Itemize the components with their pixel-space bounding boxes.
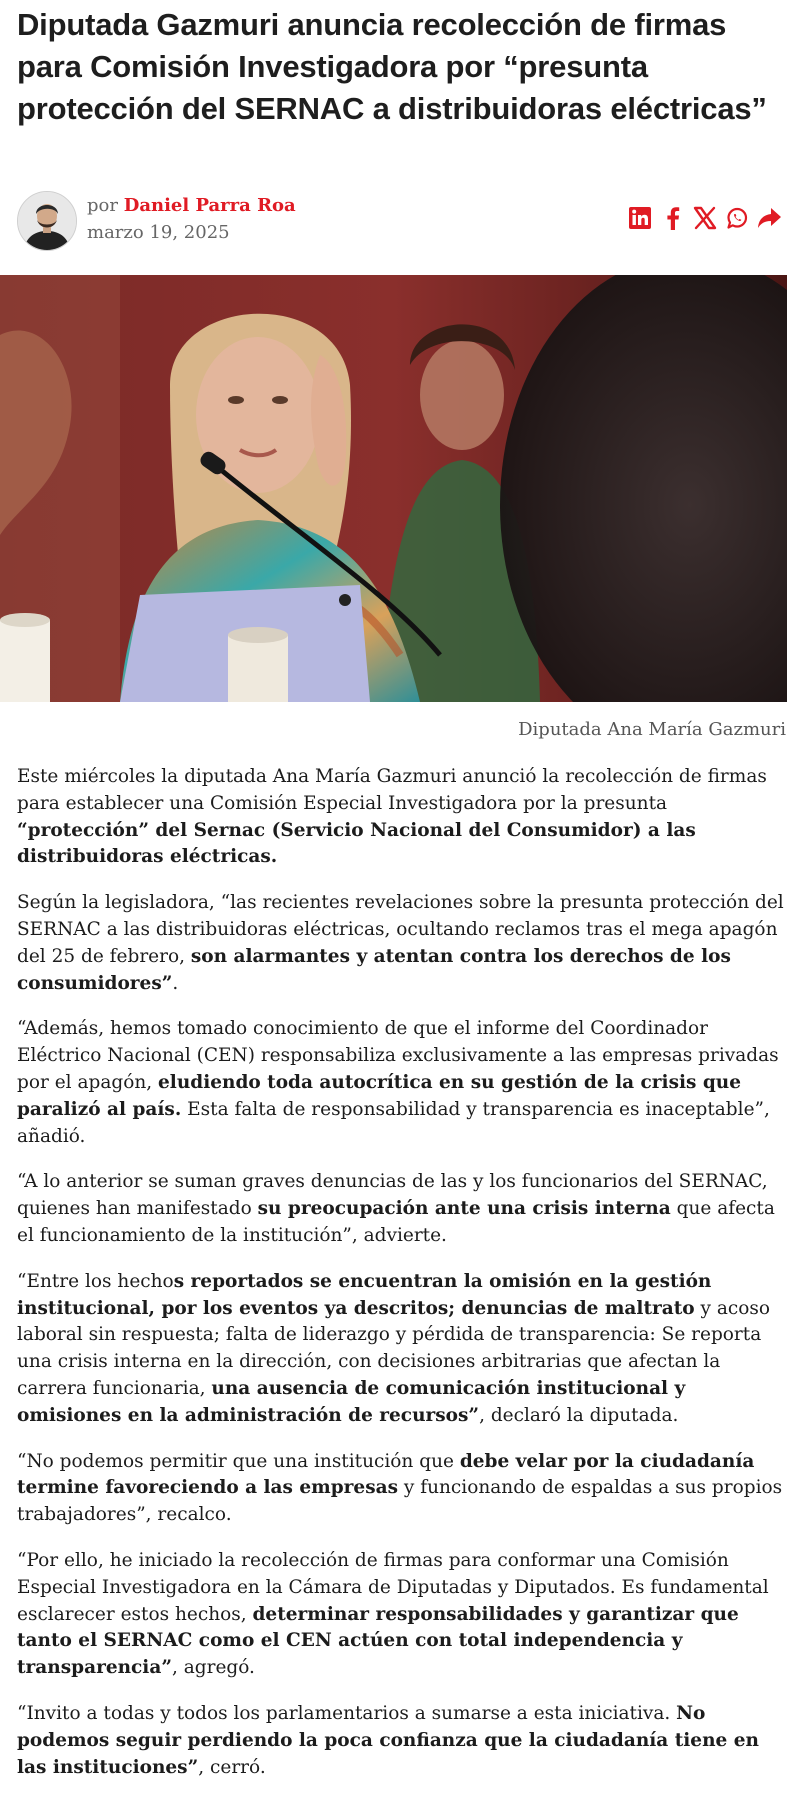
bold-text: determinar responsabilidades y garantizar que tanto el SERNAC como el CEN actúen con total independencia y transparencia”	[17, 1603, 739, 1679]
text-run: Esta falta de responsabilidad y transparencia es inaceptable”, añadió.	[17, 1098, 770, 1147]
bold-text: son alarmantes y atentan contra los derechos de los consumidores”	[17, 945, 731, 994]
text-run: “Por ello, he iniciado la recolección de firmas para conformar una Comisión Especial Investigadora en la Cámara de Diputadas y Diputados. Es fundamental esclarecer estos hechos,	[17, 1549, 769, 1625]
text-run: “Invito a todas y todos los parlamentarios a sumarse a esta iniciativa.	[17, 1702, 677, 1724]
text-run: “Además, hemos tomado conocimiento de que el informe del Coordinador Eléctrico Nacional (CEN) responsabiliza exclusivamente a las empresas privadas por el apagón,	[17, 1018, 779, 1093]
whatsapp-icon[interactable]	[723, 204, 751, 232]
article-paragraph	[17, 764, 785, 871]
text-run: y acoso laboral sin respuesta; falta de liderazgo y pérdida de transparencia: Se reporta una crisis interna en la dirección, con decisiones arbitrarias que afectan la carrera funcionaria,	[17, 1297, 770, 1399]
author-link[interactable]: Daniel Parra Roa	[123, 195, 296, 216]
bold-text: debe velar por la ciudadanía termine favoreciendo a las empresas	[17, 1450, 755, 1499]
byline	[17, 191, 783, 251]
image-caption: Diputada Ana María Gazmuri	[518, 719, 786, 740]
text-run: “No podemos permitir que una institución que	[17, 1450, 460, 1472]
article-paragraph	[17, 1169, 785, 1249]
text-run: que afecta el funcionamiento de la institución”, advierte.	[17, 1198, 775, 1246]
article-paragraph	[17, 1016, 785, 1150]
linkedin-icon[interactable]	[627, 204, 655, 232]
author-line	[87, 194, 296, 218]
by-prefix: por	[87, 195, 118, 216]
facebook-icon[interactable]	[659, 204, 687, 232]
bold-text: No podemos seguir perdiendo la poca confianza que la ciudadanía tiene en las instituciones”	[17, 1702, 759, 1778]
text-run: Este miércoles la diputada Ana María Gazmuri anunció la recolección de firmas para establecer una Comisión Especial Investigadora por la presunta	[17, 766, 767, 814]
share-bar	[627, 204, 783, 234]
text-run: “Entre los hecho	[17, 1270, 174, 1292]
hero-image	[0, 275, 787, 702]
bold-text: s reportados se encuentran la omisión en la gestión institucional, por los eventos ya descritos; denuncias de maltrato	[17, 1270, 712, 1319]
bold-text: eludiendo toda autocrítica en su gestión de la crisis que paralizó al país.	[17, 1071, 742, 1120]
article-paragraph	[17, 1449, 785, 1529]
text-run: “A lo anterior se suman graves denuncias de las y los funcionarios del SERNAC, quienes han manifestado	[17, 1171, 768, 1220]
article-title: Diputada Gazmuri anuncia recolección de firmas para Comisión Investigadora por “presunta protección del SERNAC a distribuidoras eléctricas”	[17, 7, 767, 126]
text-run: y funcionando de espaldas a sus propios trabajadores”, recalco.	[17, 1477, 783, 1526]
article-paragraph	[17, 1701, 785, 1781]
article-body	[17, 764, 785, 1800]
share-arrow-icon[interactable]	[755, 204, 783, 232]
bold-text: “protección” del Sernac (Servicio Nacional del Consumidor) a las distribuidoras eléctricas.	[17, 819, 696, 868]
text-run: , agregó.	[171, 1657, 255, 1679]
author-avatar[interactable]	[17, 191, 77, 251]
text-run: , cerró.	[198, 1756, 266, 1778]
x-icon[interactable]	[691, 204, 719, 232]
text-run: .	[172, 972, 179, 994]
article-paragraph	[17, 890, 785, 997]
article-paragraph	[17, 1269, 785, 1430]
publish-date: marzo 19, 2025	[87, 222, 230, 243]
text-run: Según la legisladora, “las recientes revelaciones sobre la presunta protección del SERNAC a las distribuidoras eléctricas, ocultando reclamos tras el mega apagón del 25 de febrero,	[17, 892, 784, 967]
bold-text: su preocupación ante una crisis interna	[257, 1198, 671, 1220]
article-paragraph	[17, 1548, 785, 1682]
text-run: , declaró la diputada.	[479, 1404, 679, 1426]
bold-text: una ausencia de comunicación institucional y omisiones en la administración de recursos”	[17, 1377, 686, 1426]
